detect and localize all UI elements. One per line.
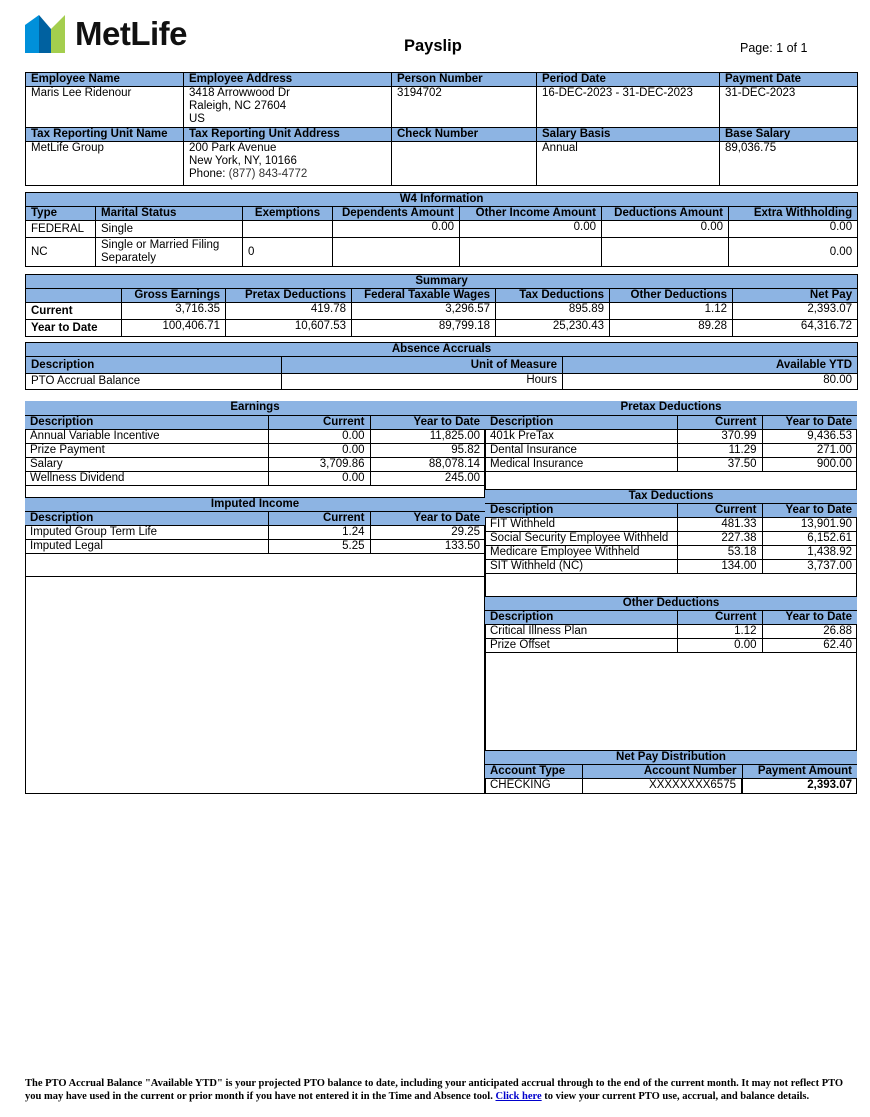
- pretax-header: Current: [677, 415, 762, 429]
- header-payment-date: Payment Date: [720, 73, 858, 87]
- table-row: SIT Withheld (NC) 134.00 3,737.00: [485, 560, 857, 574]
- tax-header: Current: [677, 504, 762, 518]
- absence-table: [25, 342, 857, 390]
- w4-header: Deductions Amount: [602, 207, 729, 221]
- table-row: 401k PreTax 370.99 9,436.53: [485, 429, 857, 443]
- table-row: Salary 3,709.86 88,078.14: [25, 457, 485, 471]
- tru-address-line1: 200 Park Avenue: [189, 142, 277, 154]
- table-row: Annual Variable Incentive 0.00 11,825.00: [25, 429, 485, 443]
- table-row: Prize Offset 0.00 62.40: [485, 639, 857, 653]
- w4-header: Other Income Amount: [460, 207, 602, 221]
- pretax-header: Year to Date: [762, 415, 857, 429]
- employee-name: Maris Lee Ridenour: [26, 87, 184, 128]
- imputed-income-table: [25, 497, 485, 554]
- tru-address-line2: New York, NY, 10166: [189, 155, 297, 167]
- address-line2: Raleigh, NC 27604: [189, 100, 287, 112]
- person-number: 3194702: [392, 87, 537, 128]
- w4-table: [25, 192, 857, 267]
- imputed-header: Current: [268, 512, 370, 526]
- w4-row: NC Single or Married Filing Separately 0 0.00: [26, 238, 858, 267]
- page-title: Payslip: [404, 37, 462, 55]
- address-line3: US: [189, 113, 205, 125]
- imputed-title: Imputed Income: [25, 498, 485, 512]
- table-row: Dental Insurance 11.29 271.00: [485, 443, 857, 457]
- earnings-header: Current: [268, 415, 370, 429]
- header-base-salary: Base Salary: [720, 128, 858, 142]
- other-deductions-table: [485, 596, 857, 653]
- table-row: Imputed Group Term Life 1.24 29.25: [25, 526, 485, 540]
- netpay-header: Account Number: [582, 765, 742, 779]
- earnings-title: Earnings: [25, 401, 485, 415]
- summary-title: Summary: [26, 275, 858, 289]
- tax-deductions-table: [485, 489, 857, 574]
- pto-footnote: [25, 1077, 857, 1103]
- table-row: Medical Insurance 37.50 900.00: [485, 457, 857, 471]
- address-line1: 3418 Arrowwood Dr: [189, 87, 290, 99]
- earnings-table: [25, 401, 485, 486]
- header-salary-basis: Salary Basis: [537, 128, 720, 142]
- other-header: Year to Date: [762, 611, 857, 625]
- check-number: [392, 142, 537, 186]
- table-row: Medicare Employee Withheld 53.18 1,438.92: [485, 546, 857, 560]
- w4-header: Extra Withholding: [729, 207, 858, 221]
- earnings-header: Description: [25, 415, 268, 429]
- employee-address: [184, 87, 392, 128]
- earnings-header: Year to Date: [370, 415, 485, 429]
- summary-header: Gross Earnings: [122, 289, 226, 303]
- summary-row-current: Current 3,716.35 419.78 3,296.57 895.89 1.12 2,393.07: [26, 303, 858, 320]
- tru-address: [184, 142, 392, 186]
- tax-header: Year to Date: [762, 504, 857, 518]
- w4-header: Dependents Amount: [333, 207, 460, 221]
- imputed-header: Year to Date: [370, 512, 485, 526]
- other-header: Current: [677, 611, 762, 625]
- salary-basis: Annual: [537, 142, 720, 186]
- tax-title: Tax Deductions: [485, 490, 857, 504]
- header-tru-name: Tax Reporting Unit Name: [26, 128, 184, 142]
- absence-row: PTO Accrual Balance Hours 80.00: [26, 374, 858, 390]
- footnote-text: The PTO Accrual Balance "Available YTD" is your projected PTO balance to date, including your anticipated accrual through to the end of the current month. It may not reflect PTO you may have used in the current or prior month if you have not entered it in the Time and Absence tool.: [25, 1078, 844, 1102]
- table-row: Social Security Employee Withheld 227.38 6,152.61: [485, 532, 857, 546]
- absence-header: Available YTD: [563, 357, 858, 374]
- header-period-date: Period Date: [537, 73, 720, 87]
- table-row: Critical Illness Plan 1.12 26.88: [485, 625, 857, 639]
- period-date: 16-DEC-2023 - 31-DEC-2023: [537, 87, 720, 128]
- netpay-title: Net Pay Distribution: [485, 751, 857, 765]
- absence-title: Absence Accruals: [26, 343, 858, 357]
- metlife-logo: [25, 15, 187, 53]
- header-employee-address: Employee Address: [184, 73, 392, 87]
- imputed-header: Description: [25, 512, 268, 526]
- header-employee-name: Employee Name: [26, 73, 184, 87]
- summary-header: Tax Deductions: [496, 289, 610, 303]
- summary-header: Net Pay: [733, 289, 858, 303]
- netpay-header: Account Type: [485, 765, 582, 779]
- absence-header: Unit of Measure: [282, 357, 563, 374]
- table-row: Imputed Legal 5.25 133.50: [25, 540, 485, 554]
- table-row: CHECKING XXXXXXXX6575 2,393.07: [485, 779, 857, 794]
- pretax-header: Description: [485, 415, 677, 429]
- table-row: Wellness Dividend 0.00 245.00: [25, 471, 485, 485]
- other-title: Other Deductions: [485, 597, 857, 611]
- summary-table: [25, 274, 857, 337]
- base-salary: 89,036.75: [720, 142, 858, 186]
- phone-number: (877) 843-4772: [228, 168, 308, 180]
- netpay-header: Payment Amount: [742, 765, 857, 779]
- metlife-logo-icon: [25, 15, 65, 53]
- w4-header: Exemptions: [243, 207, 333, 221]
- payment-date: 31-DEC-2023: [720, 87, 858, 128]
- summary-row-ytd: Year to Date 100,406.71 10,607.53 89,799.18 25,230.43 89.28 64,316.72: [26, 320, 858, 337]
- other-header: Description: [485, 611, 677, 625]
- summary-header: Federal Taxable Wages: [352, 289, 496, 303]
- w4-title: W4 Information: [26, 193, 858, 207]
- page-number: Page: 1 of 1: [740, 41, 808, 55]
- summary-header: Pretax Deductions: [226, 289, 352, 303]
- imputed-divider: [25, 576, 485, 577]
- header-check-number: Check Number: [392, 128, 537, 142]
- net-pay-distribution-table: [485, 750, 857, 794]
- header-tru-address: Tax Reporting Unit Address: [184, 128, 392, 142]
- w4-header: Marital Status: [96, 207, 243, 221]
- pto-details-link[interactable]: Click here: [495, 1091, 542, 1102]
- absence-header: Description: [26, 357, 282, 374]
- pretax-title: Pretax Deductions: [485, 401, 857, 415]
- table-row: Prize Payment 0.00 95.82: [25, 443, 485, 457]
- employee-info-table: [25, 72, 857, 186]
- w4-header: Type: [26, 207, 96, 221]
- header-person-number: Person Number: [392, 73, 537, 87]
- tax-header: Description: [485, 504, 677, 518]
- w4-row: FEDERAL Single 0.00 0.00 0.00 0.00: [26, 221, 858, 238]
- footnote-text-end: to view your current PTO use, accrual, and balance details.: [544, 1091, 810, 1102]
- tru-name: MetLife Group: [26, 142, 184, 186]
- pretax-table: [485, 401, 857, 472]
- net-pay-amount: 2,393.07: [742, 779, 857, 794]
- summary-header: Other Deductions: [610, 289, 733, 303]
- logo-text: MetLife: [75, 15, 187, 52]
- phone-label: Phone:: [189, 168, 226, 180]
- table-row: FIT Withheld 481.33 13,901.90: [485, 518, 857, 532]
